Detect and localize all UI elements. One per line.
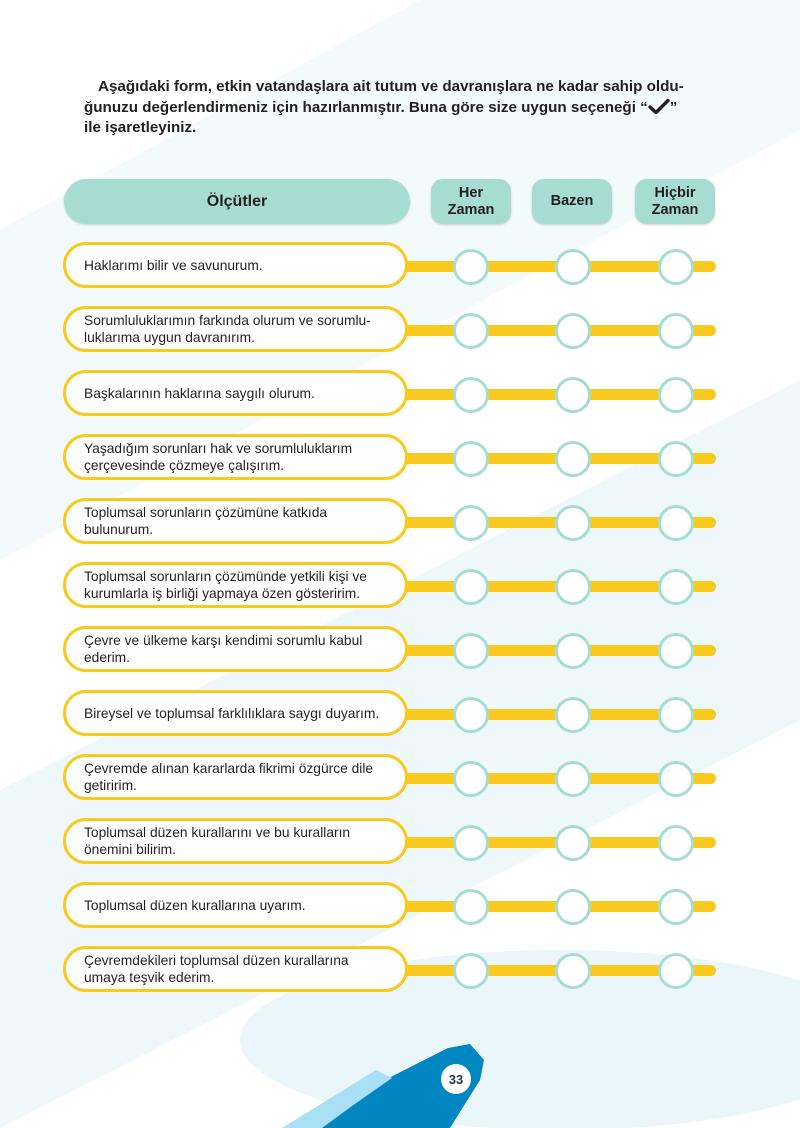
- criterion-box: [63, 882, 408, 928]
- column-header-always: [431, 179, 511, 224]
- criterion-text: Başkalarının haklarına saygılı olurum.: [84, 385, 315, 401]
- instructions: [84, 77, 720, 139]
- instructions-line-3: ile işaretleyiniz.: [84, 119, 197, 136]
- instructions-line-2: ğunuzu değerlendirmeniz için hazırlanmıştır. Buna göre size uygun seçeneği “: [84, 98, 648, 116]
- criterion-row: [0, 496, 800, 550]
- option-circle-never[interactable]: [658, 313, 694, 349]
- option-circle-sometimes[interactable]: [555, 697, 591, 733]
- option-circle-always[interactable]: [453, 889, 489, 925]
- column-header-label: Bazen: [550, 193, 594, 209]
- criterion-row: [0, 432, 800, 486]
- criterion-text: Çevremde alınan kararlarda fikrimi özgürce dile getiririm.: [84, 761, 374, 793]
- criterion-row: [0, 752, 800, 806]
- criterion-text: Toplumsal sorunların çözümünde yetkili kişi ve kurumlarla iş birliği yapmaya özen gösteririm.: [84, 569, 367, 601]
- option-circle-never[interactable]: [658, 953, 694, 989]
- check-mark-icon: [648, 99, 670, 114]
- option-circle-always[interactable]: [453, 441, 489, 477]
- column-header-sometimes: [532, 179, 612, 224]
- option-circle-never[interactable]: [658, 249, 694, 285]
- criteria-header: [64, 179, 410, 224]
- option-circle-sometimes[interactable]: [555, 249, 591, 285]
- criterion-text: Yaşadığım sorunları hak ve sorumluluklarım çerçevesinde çözmeye çalışırım.: [84, 441, 353, 473]
- option-circle-always[interactable]: [453, 697, 489, 733]
- option-circle-never[interactable]: [658, 441, 694, 477]
- criterion-text: Toplumsal düzen kurallarını ve bu kuralların önemini bilirim.: [84, 825, 351, 857]
- criterion-box: [63, 754, 408, 800]
- option-circle-sometimes[interactable]: [555, 953, 591, 989]
- criterion-row: [0, 688, 800, 742]
- criterion-row: [0, 240, 800, 294]
- criterion-box: [63, 306, 408, 352]
- option-circle-always[interactable]: [453, 825, 489, 861]
- option-circle-always[interactable]: [453, 249, 489, 285]
- option-circle-sometimes[interactable]: [555, 313, 591, 349]
- option-circle-sometimes[interactable]: [555, 569, 591, 605]
- option-circle-sometimes[interactable]: [555, 441, 591, 477]
- criterion-box: [63, 242, 408, 288]
- option-circle-never[interactable]: [658, 505, 694, 541]
- option-circle-always[interactable]: [453, 505, 489, 541]
- criterion-text: Toplumsal düzen kurallarına uyarım.: [84, 897, 306, 913]
- criterion-box: [63, 370, 408, 416]
- criterion-row: [0, 624, 800, 678]
- page-number: [441, 1064, 471, 1094]
- criterion-box: [63, 434, 408, 480]
- criterion-text: Çevre ve ülkeme karşı kendimi sorumlu kabul ederim.: [84, 633, 363, 665]
- option-circle-always[interactable]: [453, 761, 489, 797]
- criterion-text: Sorumluluklarımın farkında olurum ve sorumlu- luklarıma uygun davranırım.: [84, 313, 371, 345]
- column-header-never: [635, 179, 715, 224]
- option-circle-never[interactable]: [658, 569, 694, 605]
- option-circle-never[interactable]: [658, 825, 694, 861]
- column-header-label: Hiçbir Zaman: [651, 184, 699, 218]
- option-circle-always[interactable]: [453, 377, 489, 413]
- criterion-text: Haklarımı bilir ve savunurum.: [84, 257, 263, 273]
- criterion-box: [63, 690, 408, 736]
- option-circle-never[interactable]: [658, 633, 694, 669]
- criteria-header-label: Ölçütler: [206, 192, 268, 210]
- option-circle-always[interactable]: [453, 569, 489, 605]
- option-circle-never[interactable]: [658, 889, 694, 925]
- criterion-box: [63, 498, 408, 544]
- instructions-line-1: Aşağıdaki form, etkin vatandaşlara ait tutum ve davranışlara ne kadar sahip oldu-: [98, 78, 684, 95]
- option-circle-sometimes[interactable]: [555, 377, 591, 413]
- criterion-box: [63, 818, 408, 864]
- criterion-text: Bireysel ve toplumsal farklılıklara saygı duyarım.: [84, 705, 380, 721]
- option-circle-never[interactable]: [658, 761, 694, 797]
- option-circle-always[interactable]: [453, 633, 489, 669]
- option-circle-sometimes[interactable]: [555, 889, 591, 925]
- option-circle-sometimes[interactable]: [555, 633, 591, 669]
- option-circle-never[interactable]: [658, 377, 694, 413]
- criterion-row: [0, 816, 800, 870]
- option-circle-sometimes[interactable]: [555, 505, 591, 541]
- option-circle-always[interactable]: [453, 313, 489, 349]
- option-circle-always[interactable]: [453, 953, 489, 989]
- option-circle-never[interactable]: [658, 697, 694, 733]
- criterion-row: [0, 368, 800, 422]
- column-header-label: Her Zaman: [447, 184, 495, 218]
- option-circle-sometimes[interactable]: [555, 761, 591, 797]
- criterion-box: [63, 626, 408, 672]
- instructions-line-2-quote-close: ”: [669, 98, 678, 116]
- page-number-label: 33: [448, 1071, 464, 1087]
- criterion-row: [0, 304, 800, 358]
- criterion-box: [63, 946, 408, 992]
- criterion-row: [0, 560, 800, 614]
- criterion-row: [0, 944, 800, 998]
- criterion-text: Toplumsal sorunların çözümüne katkıda bulunurum.: [84, 505, 328, 537]
- criterion-box: [63, 562, 408, 608]
- criterion-text: Çevremdekileri toplumsal düzen kurallarına umaya teşvik ederim.: [84, 953, 349, 985]
- criterion-row: [0, 880, 800, 934]
- option-circle-sometimes[interactable]: [555, 825, 591, 861]
